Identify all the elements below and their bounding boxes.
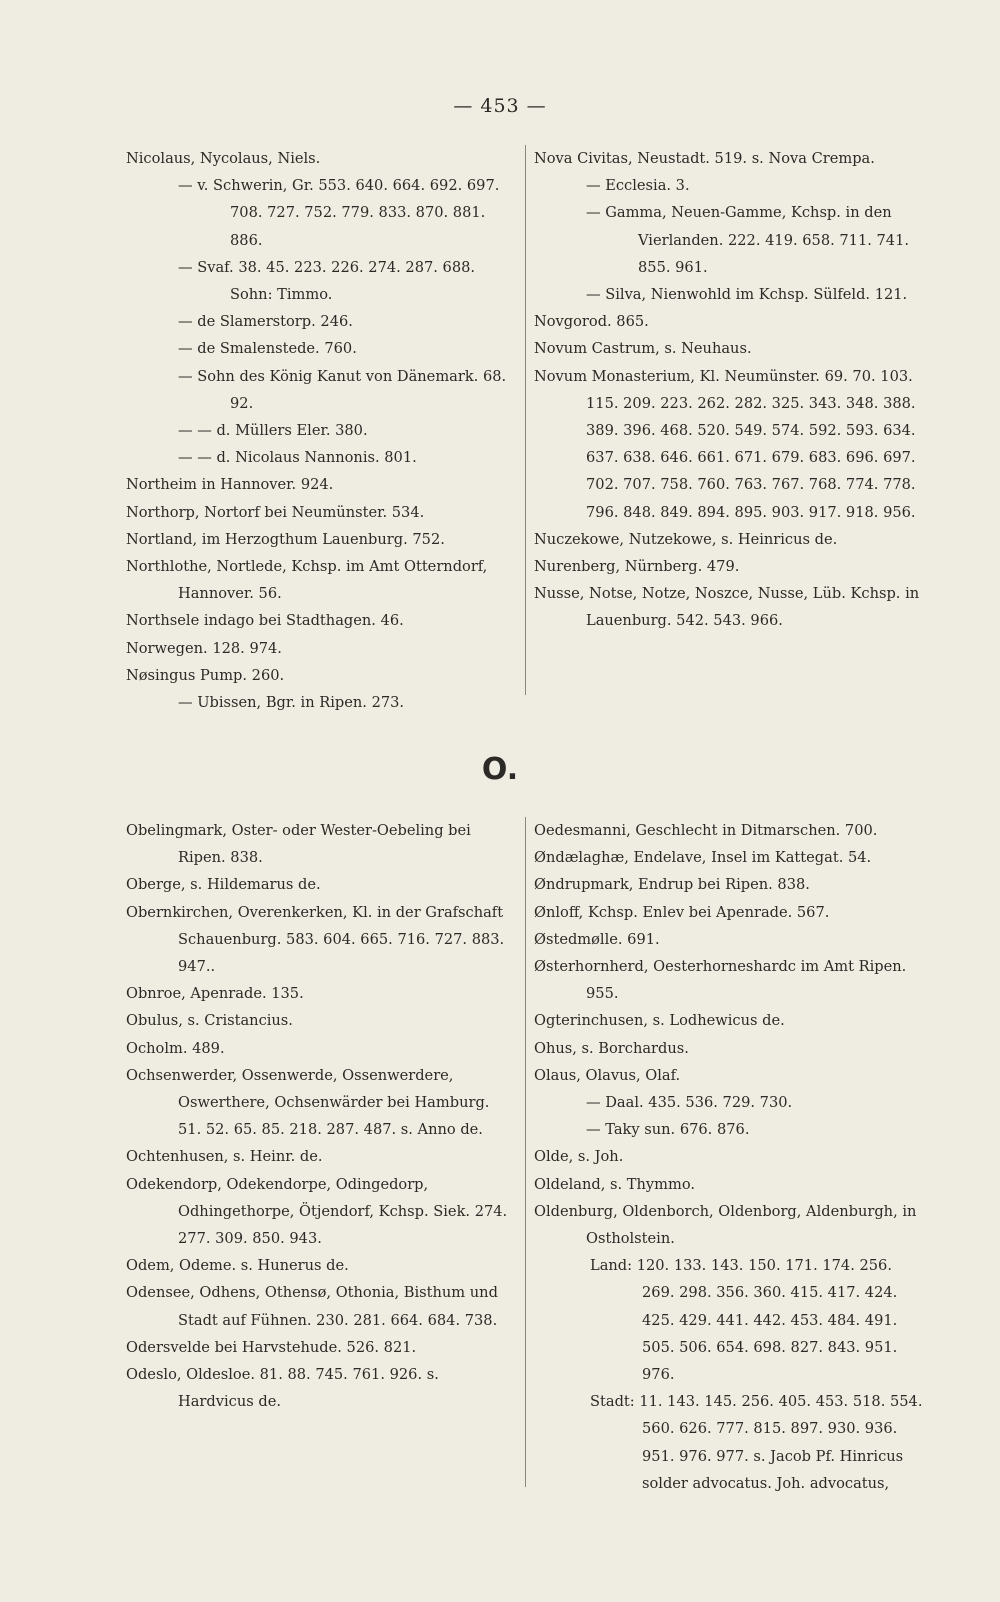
index-section-o (126, 817, 926, 1497)
index-entry: Novgorod. 865. (534, 313, 649, 331)
index-entry: — — d. Nicolaus Nannonis. 801. (178, 449, 417, 467)
index-entry: — de Smalenstede. 760. (178, 340, 357, 358)
index-entry: — Silva, Nienwohld im Kchsp. Sülfeld. 121. (586, 286, 908, 304)
page-number: — 453 — (453, 95, 547, 117)
column-right-n (534, 145, 926, 635)
column-divider (525, 817, 526, 1487)
index-entry: Nuczekowe, Nutzekowe, s. Heinricus de. (534, 530, 838, 548)
index-entry: Ohus, s. Borchardus. (534, 1039, 689, 1057)
index-entry: Olaus, Olavus, Olaf. (534, 1066, 681, 1084)
index-entry: Odem, Odeme. s. Hunerus de. (126, 1257, 349, 1275)
index-entry: — Daal. 435. 536. 729. 730. (586, 1094, 793, 1112)
index-entry: — Svaf. 38. 45. 223. 226. 274. 287. 688. Sohn: Timmo. (178, 258, 476, 304)
index-entry: Oberge, s. Hildemarus de. (126, 876, 321, 894)
index-entry: — — d. Müllers Eler. 380. (178, 422, 368, 440)
index-entry: Obernkirchen, Overenkerken, Kl. in der Grafschaft Schauenburg. 583. 604. 665. 716. 727. 883. 947.. (126, 903, 505, 976)
index-entry: Nøsingus Pump. 260. (126, 666, 285, 684)
index-section-n (126, 145, 926, 712)
index-entry: — de Slamerstorp. 246. (178, 313, 353, 331)
index-entry: Nicolaus, Nycolaus, Niels. (126, 150, 321, 167)
index-entry: Oedesmanni, Geschlecht in Ditmarschen. 700. (534, 822, 878, 839)
index-entry: — Gamma, Neuen-Gamme, Kchsp. in den Vierlanden. 222. 419. 658. 711. 741. 855. 961. (586, 204, 910, 276)
index-entry: Northeim in Hannover. 924. (126, 476, 334, 494)
index-entry: Nusse, Notse, Notze, Noszce, Nusse, Lüb. Kchsp. in Lauenburg. 542. 543. 966. (534, 585, 920, 630)
index-entry: Nurenberg, Nürnberg. 479. (534, 558, 740, 576)
column-left-o (126, 817, 516, 1415)
index-entry: Stadt: 11. 143. 145. 256. 405. 453. 518. 554. 560. 626. 777. 815. 897. 930. 936. 951. 976. 977. s. Jacob Pf. Hinricus solder advocatus. Joh. advocatus, (590, 1393, 923, 1492)
index-entry: — Ecclesia. 3. (586, 177, 690, 195)
index-entry: Odersvelde bei Harvstehude. 526. 821. (126, 1338, 417, 1356)
index-entry: — Taky sun. 676. 876. (586, 1121, 750, 1139)
index-entry: Novum Monasterium, Kl. Neumünster. 69. 70. 103. 115. 209. 223. 262. 282. 325. 343. 348. 388. 389. 396. 468. 520. 549. 574. 592. 593. 634. 637. 638. 646. 661. 671. 679. 683. 696. 697. 702. 707. 758. 760. 763. 767. 768. 774. 778. 796. 848. 849. 894. 895. 903. 917. 918. 956. (534, 367, 916, 521)
index-entry: Odekendorp, Odekendorpe, Odingedorp, Odhingethorpe, Ötjendorf, Kchsp. Siek. 274. 277. 309. 850. 943. (126, 1175, 508, 1248)
index-entry: Ochsenwerder, Ossenwerde, Ossenwerdere, Oswerthere, Ochsenwärder bei Hamburg. 51. 52. 65. 85. 218. 287. 487. s. Anno de. (126, 1066, 490, 1139)
index-entry: Oldeland, s. Thymmo. (534, 1175, 695, 1193)
index-entry: Olde, s. Joh. (534, 1148, 624, 1166)
index-entry: Ønloff, Kchsp. Enlev bei Apenrade. 567. (534, 903, 830, 921)
letter-heading: O. (481, 752, 519, 787)
index-entry: Oldenburg, Oldenborch, Oldenborg, Aldenburgh, in Ostholstein. (534, 1202, 917, 1248)
index-entry: — v. Schwerin, Gr. 553. 640. 664. 692. 697. 708. 727. 752. 779. 833. 870. 881. 886. (178, 177, 500, 249)
index-entry: Østerhornherd, Oesterhorneshardc im Amt Ripen. 955. (534, 958, 907, 1003)
index-entry: Northlothe, Nortlede, Kchsp. im Amt Otterndorf, Hannover. 56. (126, 558, 488, 603)
index-entry: Novum Castrum, s. Neuhaus. (534, 340, 752, 358)
index-entry: Northsele indago bei Stadthagen. 46. (126, 612, 404, 630)
index-entry: Odeslo, Oldesloe. 81. 88. 745. 761. 926. s. Hardvicus de. (126, 1366, 439, 1411)
column-left-n (126, 145, 516, 716)
index-entry: Ogterinchusen, s. Lodhewicus de. (534, 1012, 785, 1030)
column-divider (525, 145, 526, 695)
index-entry: Nova Civitas, Neustadt. 519. s. Nova Crempa. (534, 150, 875, 167)
index-entry: Østedmølle. 691. (534, 930, 660, 948)
column-right-o (534, 817, 926, 1497)
index-entry: — Sohn des König Kanut von Dänemark. 68. 92. (178, 367, 507, 412)
index-entry: Obulus, s. Cristancius. (126, 1012, 293, 1030)
index-entry: Odensee, Odhens, Othensø, Othonia, Bisthum und Stadt auf Fühnen. 230. 281. 664. 684. 738. (126, 1284, 498, 1329)
index-entry: Land: 120. 133. 143. 150. 171. 174. 256. 269. 298. 356. 360. 415. 417. 424. 425. 429. 441. 442. 453. 484. 491. 505. 506. 654. 698. 827. 843. 951. 976. (590, 1257, 898, 1384)
index-entry: Ocholm. 489. (126, 1039, 225, 1057)
index-entry: — Ubissen, Bgr. in Ripen. 273. (178, 694, 405, 712)
index-entry: Øndælaghæ, Endelave, Insel im Kattegat. 54. (534, 849, 872, 867)
index-entry: Øndrupmark, Endrup bei Ripen. 838. (534, 876, 810, 894)
index-entry: Norwegen. 128. 974. (126, 639, 282, 657)
index-entry: Obelingmark, Oster- oder Wester-Oebeling bei Ripen. 838. (126, 822, 471, 867)
index-entry: Nortland, im Herzogthum Lauenburg. 752. (126, 530, 445, 548)
index-entry: Northorp, Nortorf bei Neumünster. 534. (126, 503, 425, 521)
index-entry: Ochtenhusen, s. Heinr. de. (126, 1148, 323, 1166)
index-entry: Obnroe, Apenrade. 135. (126, 985, 304, 1003)
